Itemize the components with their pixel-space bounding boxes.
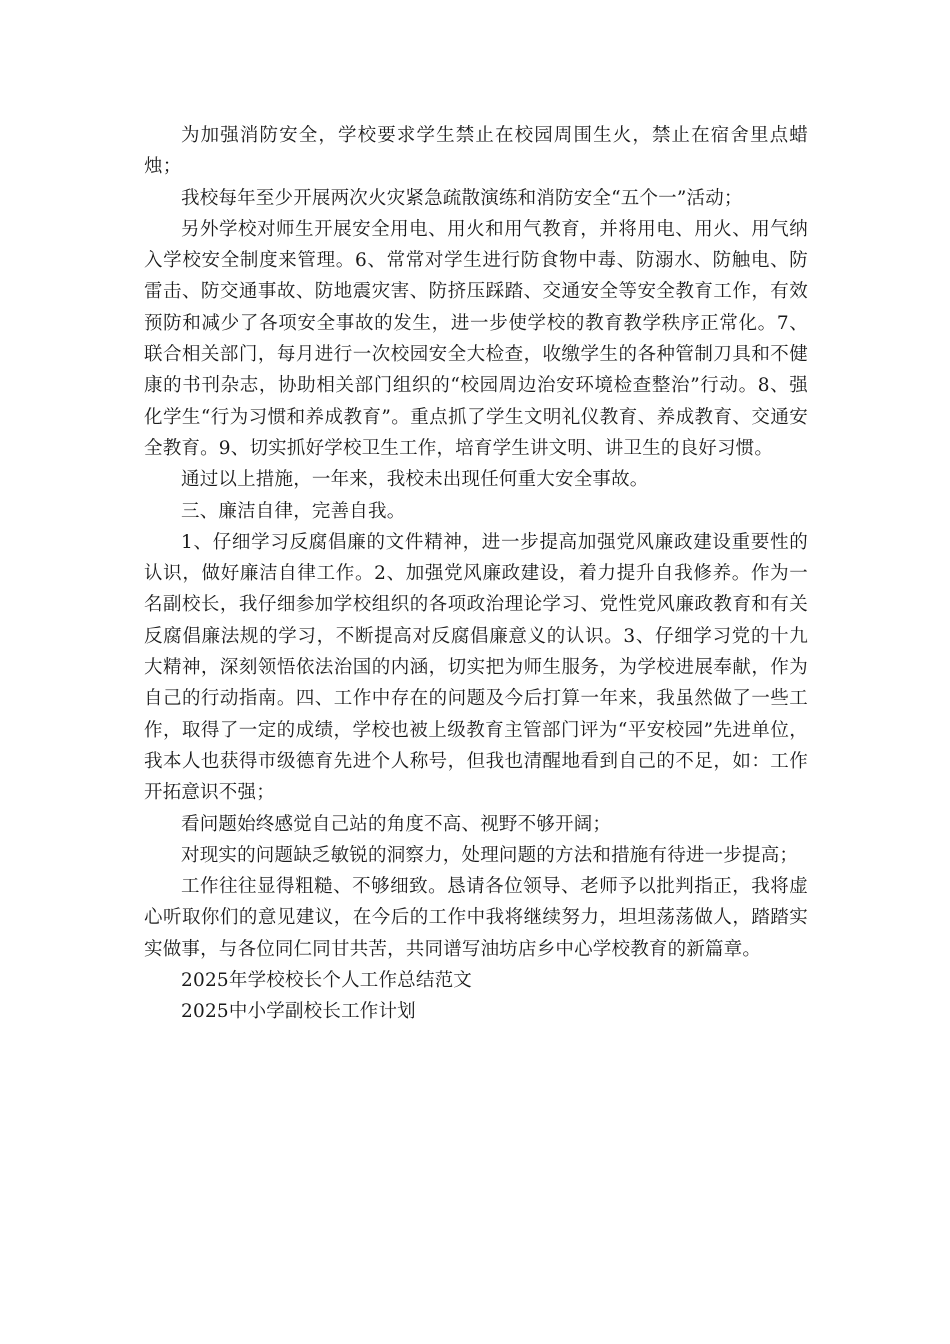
paragraph-safety-education: 另外学校对师生开展安全用电、用火和用气教育，并将用电、用火、用气纳入学校安全制度来管理。6、常常对学生进行防食物中毒、防溺水、防触电、防雷击、防交通事故、防地震灾害、防挤压踩踏、交通安全等安全教育工作，有效预防和减少了各项安全事故的发生，进一步使学校的教育教学秩序正常化。7、联合相关部门，每月进行一次校园安全大检查，收缴学生的各种管制刀具和不健康的书刊杂志，协助相关部门组织的“校园周边治安环境检查整治”行动。8、强化学生“行为习惯和养成教育”。重点抓了学生文明礼仪教育、养成教育、交通安全教育。9、切实抓好学校卫生工作，培育学生讲文明、讲卫生的良好习惯。 bbox=[144, 218, 808, 459]
document-page bbox=[144, 120, 808, 1028]
section-heading-integrity: 三、廉洁自律，完善自我。 bbox=[181, 500, 406, 522]
paragraph-evacuation-drill: 我校每年至少开展两次火灾紧急疏散演练和消防安全“五个一”活动； bbox=[181, 187, 743, 209]
paragraph-insight: 对现实的问题缺乏敏锐的洞察力，处理问题的方法和措施有待进一步提高； bbox=[181, 844, 799, 866]
paragraph-perspective: 看问题始终感觉自己站的角度不高、视野不够开阔； bbox=[181, 813, 612, 835]
paragraph-integrity-study: 1、仔细学习反腐倡廉的文件精神，进一步提高加强党风廉政建设重要性的认识，做好廉洁自律工作。2、加强党风廉政建设，着力提升自我修养。作为一名副校长，我仔细参加学校组织的各项政治理论学习、党性党风廉政教育和有关反腐倡廉法规的学习，不断提高对反腐倡廉意义的认识。3、仔细学习党的十九大精神，深刻领悟依法治国的内涵，切实把为师生服务，为学校进展奉献，作为自己的行动指南。四、工作中存在的问题及今后打算一年来，我虽然做了一些工作，取得了一定的成绩，学校也被上级教育主管部门评为“平安校园”先进单位，我本人也获得市级德育先进个人称号，但我也清醒地看到自己的不足，如：工作开拓意识不强； bbox=[144, 531, 808, 804]
paragraph-no-accidents: 通过以上措施，一年来，我校未出现任何重大安全事故。 bbox=[181, 469, 649, 491]
paragraph-conclusion: 工作往往显得粗糙、不够细致。恳请各位领导、老师予以批判指正，我将虚心听取你们的意见建议，在今后的工作中我将继续努力，坦坦荡荡做人，踏踏实实做事，与各位同仁同甘共苦，共同谱写油坊店乡中心学校教育的新篇章。 bbox=[144, 876, 808, 960]
related-link-summary: 2025年学校校长个人工作总结范文 bbox=[181, 970, 472, 992]
related-link-plan: 2025中小学副校长工作计划 bbox=[181, 1001, 416, 1023]
paragraph-fire-safety: 为加强消防安全，学校要求学生禁止在校园周围生火，禁止在宿舍里点蜡烛； bbox=[144, 125, 808, 178]
